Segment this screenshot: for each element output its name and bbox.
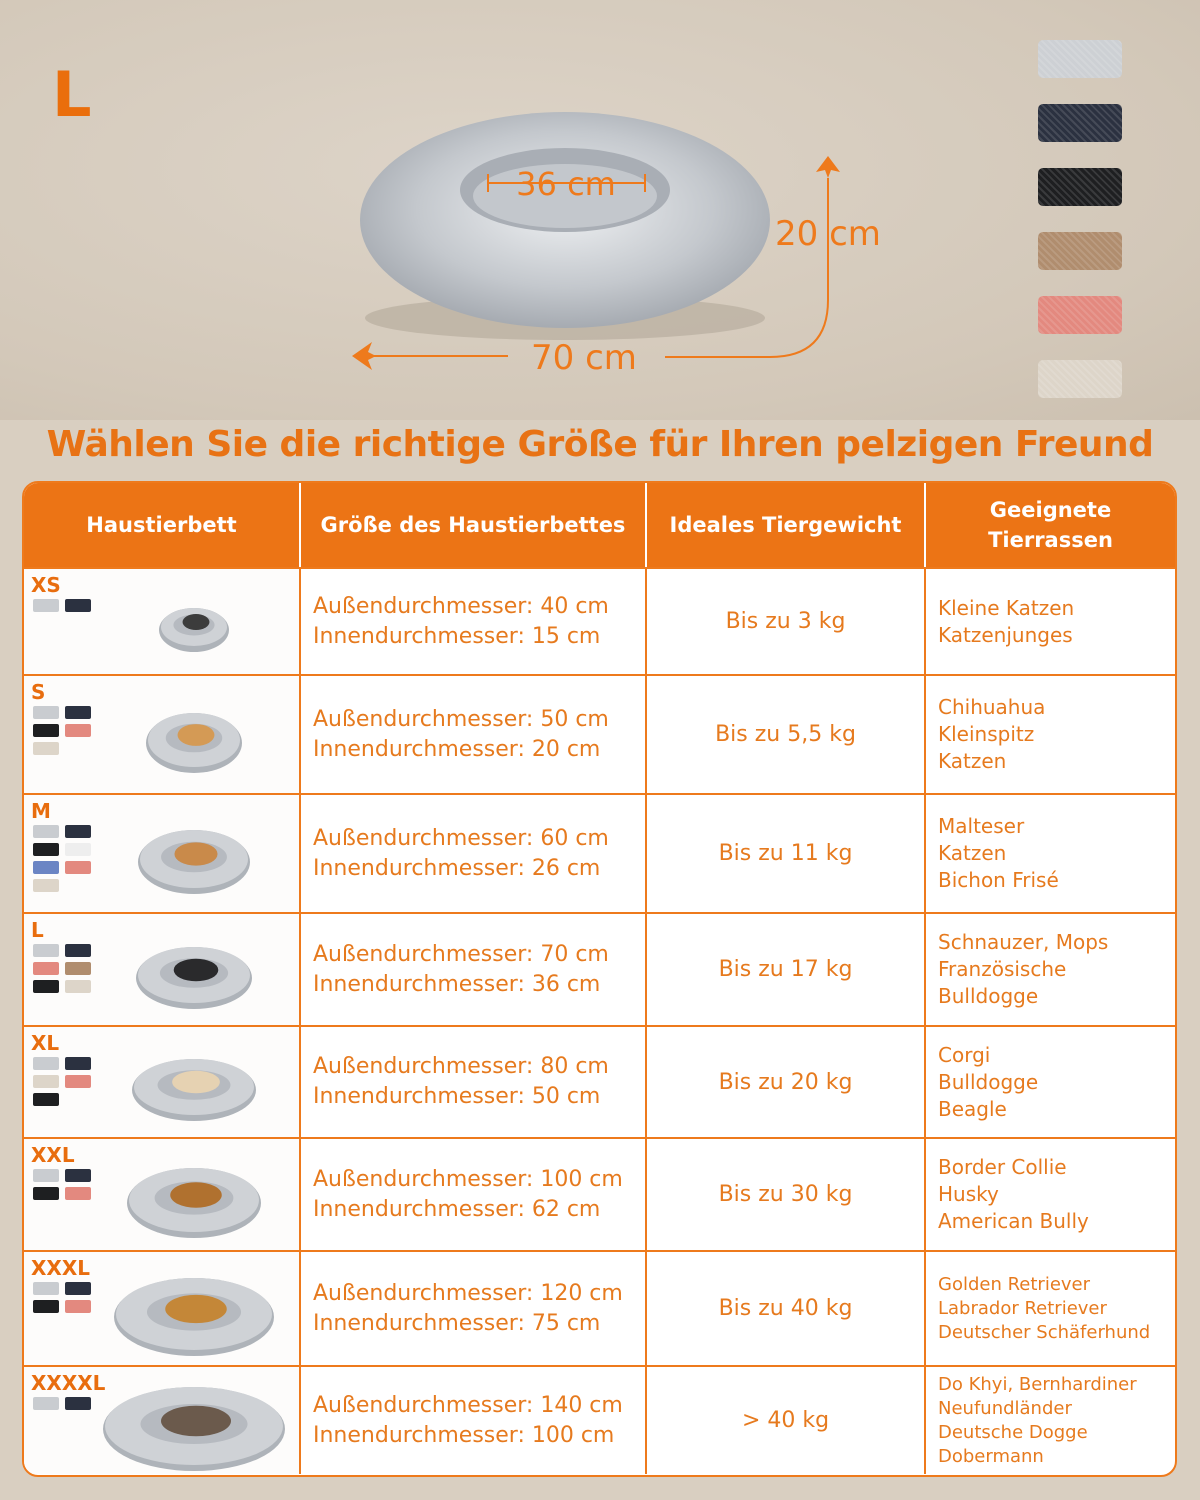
table-row: [24, 567, 1175, 674]
breed-name: Bulldogge: [938, 1069, 1039, 1094]
bed-cell: [24, 1367, 301, 1474]
table-row: [24, 793, 1175, 912]
mini-color-swatch: [65, 1057, 91, 1070]
inner-diameter: Innendurchmesser: 20 cm: [313, 736, 601, 762]
breeds-cell: [926, 914, 1175, 1025]
size-cell: [301, 914, 647, 1025]
breed-name: Golden Retriever: [938, 1273, 1091, 1295]
outer-diameter: Außendurchmesser: 140 cm: [313, 1392, 623, 1418]
bed-cell: [24, 1252, 301, 1365]
inner-diameter: Innendurchmesser: 50 cm: [313, 1084, 601, 1109]
available-colors: [33, 1169, 91, 1200]
breed-name: Do Khyi, Bernhardiner: [938, 1373, 1137, 1395]
breed-name: American Bully: [938, 1209, 1089, 1233]
breeds-cell: [926, 1252, 1175, 1365]
color-swatch-cream[interactable]: [1038, 360, 1122, 398]
inner-diameter: Innendurchmesser: 36 cm: [313, 971, 601, 997]
ideal-weight: Bis zu 40 kg: [718, 1296, 853, 1321]
hero-bed-illustration: [0, 0, 1000, 420]
mini-color-swatch: [33, 1300, 59, 1313]
color-swatch-light-grey[interactable]: [1038, 40, 1122, 78]
mini-color-swatch: [65, 1300, 91, 1313]
pet-bed-photo: [154, 598, 234, 656]
available-colors: [33, 1282, 91, 1313]
inner-diameter: Innendurchmesser: 75 cm: [313, 1310, 601, 1336]
mini-color-swatch: [65, 724, 91, 737]
mini-color-swatch: [33, 1169, 59, 1182]
weight-cell: [647, 1252, 926, 1365]
table-row: [24, 1250, 1175, 1365]
breed-name: Kleinspitz: [938, 722, 1035, 746]
pet: [165, 1294, 227, 1322]
outer-diameter: Außendurchmesser: 40 cm: [313, 593, 609, 619]
size-cell: [301, 795, 647, 912]
weight-cell: [647, 795, 926, 912]
pet: [172, 1071, 220, 1094]
pet-bed-photo: [109, 1268, 279, 1360]
pet: [161, 1405, 231, 1436]
table-row: [24, 1365, 1175, 1474]
size-tag: XS: [31, 573, 61, 597]
inner-dimension-label: 36 cm: [516, 165, 616, 203]
header-bed: Haustierbett: [24, 483, 301, 567]
width-label: 70 cm: [531, 338, 637, 378]
mini-color-swatch: [65, 825, 91, 838]
available-colors: [33, 1397, 91, 1410]
pet-bed-photo: [98, 1377, 290, 1475]
breed-name: Neufundländer: [938, 1397, 1072, 1419]
outer-diameter: Außendurchmesser: 60 cm: [313, 825, 609, 851]
breed-name: Corgi: [938, 1042, 991, 1067]
mini-color-swatch: [33, 706, 59, 719]
pet: [174, 958, 219, 981]
mini-color-swatch: [65, 1169, 91, 1182]
size-cell: [301, 1139, 647, 1250]
mini-color-swatch: [65, 1075, 91, 1088]
mini-color-swatch: [33, 599, 59, 612]
inner-diameter: Innendurchmesser: 15 cm: [313, 623, 601, 649]
bed-cell: [24, 569, 301, 674]
pet-bed-photo: [131, 937, 257, 1013]
mini-color-swatch: [65, 861, 91, 874]
breeds-cell: [926, 1027, 1175, 1137]
breed-name: Deutsche Dogge: [938, 1421, 1088, 1443]
outer-diameter: Außendurchmesser: 120 cm: [313, 1280, 623, 1306]
weight-cell: [647, 569, 926, 674]
outer-diameter: Außendurchmesser: 50 cm: [313, 706, 609, 732]
breed-name: Schnauzer, Mops: [938, 930, 1109, 954]
size-cell: [301, 1027, 647, 1137]
size-tag: M: [31, 799, 51, 823]
mini-color-swatch: [33, 879, 59, 892]
breeds-cell: [926, 1139, 1175, 1250]
ideal-weight: Bis zu 5,5 kg: [715, 722, 856, 747]
mini-color-swatch: [65, 1187, 91, 1200]
pet-bed-photo: [122, 1158, 266, 1242]
available-colors: [33, 825, 91, 892]
inner-diameter: Innendurchmesser: 26 cm: [313, 855, 601, 881]
breed-name: Kleine Katzen: [938, 595, 1075, 620]
mini-color-swatch: [65, 599, 91, 612]
breed-name: Katzen: [938, 749, 1007, 773]
header-breeds: [926, 483, 1175, 567]
ideal-weight: > 40 kg: [741, 1408, 830, 1433]
table-row: [24, 674, 1175, 793]
weight-cell: [647, 914, 926, 1025]
bed-cell: [24, 795, 301, 912]
inner-diameter: Innendurchmesser: 62 cm: [313, 1196, 601, 1222]
pet-bed-photo: [141, 703, 247, 777]
table-row: [24, 1137, 1175, 1250]
available-colors: [33, 944, 91, 993]
breed-name: Französische: [938, 957, 1067, 981]
outer-diameter: Außendurchmesser: 80 cm: [313, 1054, 609, 1079]
mini-color-swatch: [33, 962, 59, 975]
breed-name: Dobermann: [938, 1445, 1044, 1467]
breeds-cell: [926, 676, 1175, 793]
mini-color-swatch: [33, 1075, 59, 1088]
size-tag: XXXL: [31, 1256, 91, 1280]
pet: [174, 842, 217, 865]
header-breeds-label: Geeignete Tierrassen: [988, 497, 1113, 552]
size-cell: [301, 569, 647, 674]
breed-name: Chihuahua: [938, 695, 1046, 719]
pet-bed-photo: [133, 820, 255, 898]
bed-cell: [24, 914, 301, 1025]
available-colors: [33, 1057, 91, 1106]
weight-cell: [647, 1367, 926, 1474]
color-swatch-coral[interactable]: [1038, 296, 1122, 334]
mini-color-swatch: [65, 980, 91, 993]
size-cell: [301, 1252, 647, 1365]
breeds-cell: [926, 569, 1175, 674]
mini-color-swatch: [65, 843, 91, 856]
mini-color-swatch: [33, 980, 59, 993]
breed-name: Katzen: [938, 841, 1007, 865]
breed-name: Labrador Retriever: [938, 1297, 1107, 1319]
size-tag: XXL: [31, 1143, 75, 1167]
mini-color-swatch: [65, 1397, 91, 1410]
mini-color-swatch: [65, 1282, 91, 1295]
pet: [170, 1182, 222, 1207]
table-body: [24, 567, 1175, 1474]
size-cell: [301, 676, 647, 793]
breed-name: Katzenjunges: [938, 622, 1073, 647]
table-row: [24, 912, 1175, 1025]
color-swatches: [1038, 40, 1122, 424]
bed-cell: [24, 1027, 301, 1137]
size-tag: L: [31, 918, 44, 942]
bed-cell: [24, 676, 301, 793]
mini-color-swatch: [65, 962, 91, 975]
breeds-cell: [926, 1367, 1175, 1474]
breeds-cell: [926, 795, 1175, 912]
color-swatch-black[interactable]: [1038, 168, 1122, 206]
header-weight: Ideales Tiergewicht: [647, 483, 926, 567]
ideal-weight: Bis zu 11 kg: [718, 841, 853, 866]
header-size: Größe des Haustierbettes: [301, 483, 647, 567]
inner-diameter: Innendurchmesser: 100 cm: [313, 1422, 615, 1448]
hero-section: [0, 0, 1200, 420]
table-row: [24, 1025, 1175, 1137]
size-cell: [301, 1367, 647, 1474]
size-tag: S: [31, 680, 46, 704]
breed-name: Beagle: [938, 1096, 1007, 1121]
pet-bed-photo: [127, 1049, 261, 1125]
breed-name: Husky: [938, 1182, 999, 1206]
weight-cell: [647, 676, 926, 793]
pet: [183, 614, 210, 630]
size-tag: XL: [31, 1031, 60, 1055]
breed-name: Malteser: [938, 814, 1025, 838]
hero-size-letter: L: [52, 58, 92, 131]
available-colors: [33, 706, 91, 755]
mini-color-swatch: [33, 825, 59, 838]
mini-color-swatch: [33, 1282, 59, 1295]
weight-cell: [647, 1027, 926, 1137]
mini-color-swatch: [33, 944, 59, 957]
size-tag: XXXXL: [31, 1371, 106, 1395]
height-label: 20 cm: [775, 214, 881, 254]
breed-name: Border Collie: [938, 1155, 1067, 1179]
mini-color-swatch: [33, 724, 59, 737]
mini-color-swatch: [33, 1397, 59, 1410]
breed-name: Bichon Frisé: [938, 868, 1059, 892]
mini-color-swatch: [33, 1057, 59, 1070]
breed-name: Deutscher Schäferhund: [938, 1321, 1151, 1343]
mini-color-swatch: [33, 1093, 59, 1106]
headline: Wählen Sie die richtige Größe für Ihren pelzigen Freund: [46, 424, 1154, 465]
pet: [178, 724, 215, 746]
breed-name: Bulldogge: [938, 984, 1039, 1008]
ideal-weight: Bis zu 30 kg: [718, 1182, 853, 1207]
outer-diameter: Außendurchmesser: 70 cm: [313, 941, 609, 967]
mini-color-swatch: [65, 944, 91, 957]
size-table: [22, 481, 1177, 1477]
table-header: [24, 483, 1175, 567]
mini-color-swatch: [33, 861, 59, 874]
color-swatch-camel[interactable]: [1038, 232, 1122, 270]
bed-cell: [24, 1139, 301, 1250]
color-swatch-navy[interactable]: [1038, 104, 1122, 142]
mini-color-swatch: [33, 742, 59, 755]
weight-cell: [647, 1139, 926, 1250]
outer-diameter: Außendurchmesser: 100 cm: [313, 1166, 623, 1192]
mini-color-swatch: [33, 843, 59, 856]
ideal-weight: Bis zu 20 kg: [718, 1069, 853, 1095]
mini-color-swatch: [65, 706, 91, 719]
ideal-weight: Bis zu 17 kg: [718, 957, 853, 982]
mini-color-swatch: [33, 1187, 59, 1200]
ideal-weight: Bis zu 3 kg: [725, 609, 846, 634]
available-colors: [33, 599, 91, 612]
